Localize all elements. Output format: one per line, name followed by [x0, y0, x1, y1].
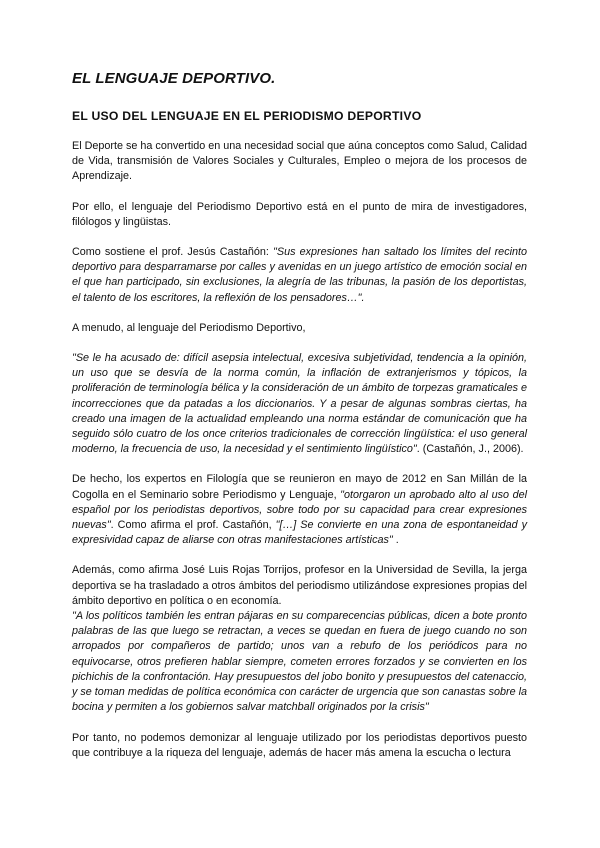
expertos-quote-2: "[…] Se convierte en una zona de espontaneidad y expresividad capaz de aliarse con otras manifestaciones artísticas" — [72, 519, 527, 547]
document-title: EL LENGUAJE DEPORTIVO. — [72, 70, 276, 87]
expertos-text-c: . — [392, 534, 399, 547]
castanon-lead: Como sostiene el prof. Jesús Castañón: — [72, 246, 274, 259]
paragraph-deporte-necesidad: El Deporte se ha convertido en una necesidad social que aúna conceptos como Salud, Calidad de Vida, transmisión de Valores Sociales y Culturales, Empleo o mejora de los procesos de Aprendizaje. — [72, 140, 527, 183]
expertos-quote-1: "otorgaron un aprobado alto al uso del español por los periodistas deportivos, sobre todo por su capacidad para crear expresiones nuevas" — [72, 488, 527, 532]
castanon-quote: "Sus expresiones han saltado los límites del recinto deportivo para desparramarse por calles y avenidas en un juego artístico de emoción social en el que han participado, sin exclusiones, la alegría de las tribunas, la pasión de los deportistas, el talento de los escritores, la reflexión de los pensadores…". — [72, 246, 527, 304]
paragraph-por-tanto: Por tanto, no podemos demonizar al lenguaje utilizado por los periodistas deportivos puesto que contribuye a la riqueza del lenguaje, además de hacer más amena la escucha o lectura — [72, 731, 527, 759]
paragraph-politicos-quote — [72, 609, 527, 715]
expertos-text-b: . Como afirma el prof. Castañón, — [110, 519, 276, 532]
paragraph-a-menudo: A menudo, al lenguaje del Periodismo Deportivo, — [72, 321, 306, 334]
acusado-quote: "Se le ha acusado de: difícil asepsia intelectual, excesiva subjetividad, tendencia a la opinión, un uso que se desvía de la norma común, la inflación de extranjerismos y tópicos, la proliferación de terminología bélica y la consideración de un ámbito de torpezas gramaticales e incorrecciones que da patadas a los diccionarios. Y a pesar de algunas sombras ciertas, ha creado una imagen de la actualidad empleando una norma estándar de comunicación que ha seguido sólo cuatro de los once criterios tradicionales de corrección lingüística: el uso general moderno, la frecuencia de uso, la necesidad y el sentimiento lingüístico" — [72, 352, 527, 456]
document-body — [72, 139, 527, 761]
expertos-text-a: De hecho, los expertos en Filología que se reunieron en mayo de 2012 en San Millán de la Cogolla en el Seminario sobre Periodismo y Lenguaje, — [72, 473, 527, 501]
paragraph-acusado-quote — [72, 351, 527, 457]
paragraph-castanon-quote — [72, 245, 527, 306]
paragraph-expertos-filologia — [72, 472, 527, 548]
paragraph-rojas-torrijos: Además, como afirma José Luis Rojas Torrijos, profesor en la Universidad de Sevilla, la jerga deportiva se ha trasladado a otros ámbitos del periodismo utilizándose expresiones propias del ámbito deportivo en política o en economía. — [72, 564, 527, 607]
acusado-citation: . (Castañón, J., 2006). — [416, 443, 524, 456]
politicos-quote: "A los políticos también les entran pájaras en su comparecencias públicas, dicen a bote pronto palabras de las que luego se retractan, a veces se quedan en fuera de juego cuando no son arropados por compañeros de partido; unos van a rebufo de los periódicos para no equivocarse, otros prefieren hablar siempre, cometen errores forzados y se convierten en los pichichis de la confrontación. Hay presupuestos del jobo bonito y presupuestos del catenaccio, y se toman medidas de política económica con carácter de urgencia que son canastas sobre la bocina y permiten a los gobiernos salvar matchball originados por la crisis" — [72, 610, 527, 714]
paragraph-lenguaje-punto-de-mira: Por ello, el lenguaje del Periodismo Deportivo está en el punto de mira de investigadores, filólogos y lingüistas. — [72, 200, 527, 228]
document-subtitle: EL USO DEL LENGUAJE EN EL PERIODISMO DEPORTIVO — [72, 109, 422, 123]
